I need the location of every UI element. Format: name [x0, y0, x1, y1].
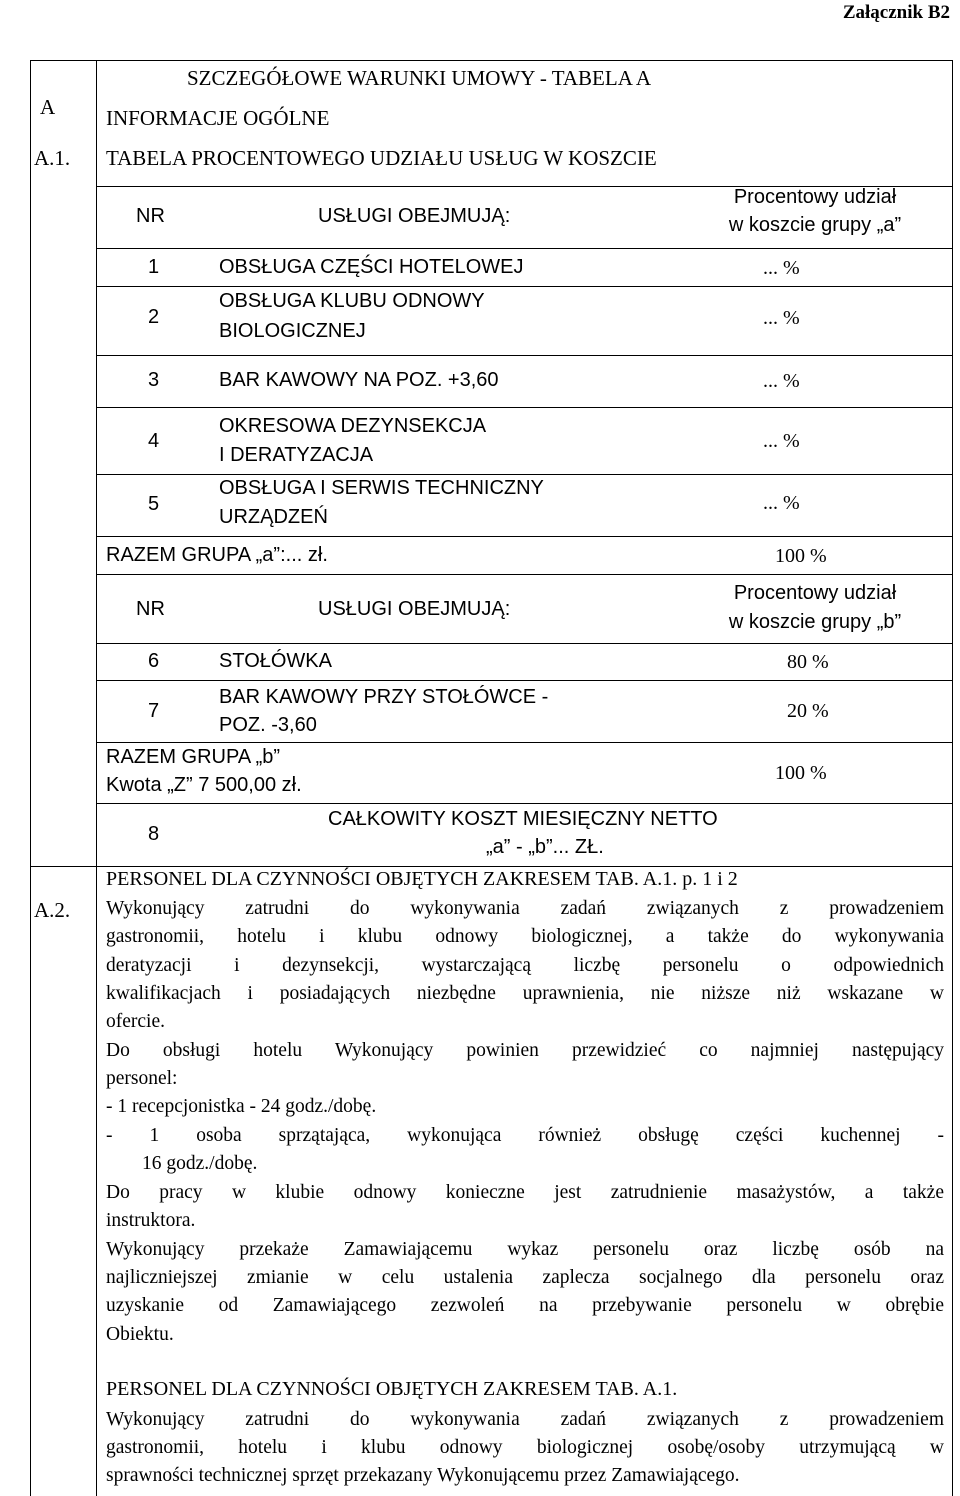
table-b-line [96, 742, 952, 743]
paragraph-line: personel: [106, 1068, 178, 1089]
table-a-total-share: 100 % [775, 545, 827, 567]
table-a-line [96, 536, 952, 537]
table-a-row-nr: 4 [148, 430, 160, 452]
table-a-row-share: ... % [763, 492, 800, 514]
paragraph-line: kwalifikacjach i posiadających niezbędne uprawnienia, nie niższe niż wskazane w [106, 983, 944, 1004]
table-a-row-service: OBSŁUGA CZĘŚCI HOTELOWEJ [219, 256, 524, 278]
table-b-total-share: 100 % [775, 762, 827, 784]
paragraph-line: Obiektu. [106, 1324, 174, 1345]
paragraph-line: sprawności technicznej sprzęt przekazany Wykonującemu przez Zamawiającego. [106, 1465, 740, 1486]
bullet-item: - 1 recepcjonistka - 24 godz./dobę. [106, 1096, 377, 1117]
table-a-row-nr: 2 [148, 306, 160, 328]
table-b-col-nr: NR [136, 598, 165, 620]
paragraph-line: Do pracy w klubie odnowy konieczne jest zatrudnienie masażystów, a także [106, 1182, 944, 1203]
paragraph-line: ofercie. [106, 1011, 165, 1032]
table-b-row-service: STOŁÓWKA [219, 650, 332, 672]
section-code-a2: A.2. [34, 898, 71, 922]
bullet-item-continuation: 16 godz./dobę. [142, 1153, 258, 1174]
section-a2-heading: PERSONEL DLA CZYNNOŚCI OBJĘTYCH ZAKRESEM TAB. A.1. p. 1 i 2 [106, 868, 738, 890]
table-title: TABELA PROCENTOWEGO UDZIAŁU USŁUG W KOSZCIE [106, 146, 657, 170]
table-b-total-line2: Kwota „Z” 7 500,00 zł. [106, 774, 302, 796]
table-a-line [96, 248, 952, 249]
paragraph-line: Wykonujący zatrudni do wykonywania zadań związanych z prowadzeniem [106, 1409, 944, 1430]
table-a-row-share: ... % [763, 307, 800, 329]
table-a-line [96, 574, 952, 575]
table-a-row-share: ... % [763, 430, 800, 452]
frame-left-border [30, 60, 31, 1496]
table-b-total-line1: RAZEM GRUPA „b” [106, 746, 281, 768]
frame-right-border [952, 60, 953, 1496]
table-a-line [96, 474, 952, 475]
annex-label: Załącznik B2 [842, 2, 950, 23]
section-a2-heading-2: PERSONEL DLA CZYNNOŚCI OBJĘTYCH ZAKRESEM TAB. A.1. [106, 1378, 678, 1400]
document-subtitle: INFORMACJE OGÓLNE [106, 106, 330, 130]
table-b-row8-nr: 8 [148, 823, 160, 845]
section-code-a1: A.1. [34, 146, 71, 170]
table-b-line [96, 643, 952, 644]
table-a-row-service: URZĄDZEŃ [219, 506, 328, 528]
table-b-row-nr: 7 [148, 700, 160, 722]
table-b-row-share: 20 % [787, 700, 829, 722]
table-b-col-services: USŁUGI OBEJMUJĄ: [318, 598, 511, 620]
table-b-row-service: POZ. -3,60 [219, 714, 317, 736]
table-a-col-share-line2: w koszcie grupy „a” [728, 214, 902, 236]
table-a-row-nr: 3 [148, 369, 160, 391]
paragraph-line: Wykonujący przekaże Zamawiającemu wykaz personelu oraz liczbę osób na [106, 1239, 944, 1260]
table-a-col-services: USŁUGI OBEJMUJĄ: [318, 205, 511, 227]
code-column-section-divider [30, 866, 96, 867]
table-a-col-share-line1: Procentowy udział [733, 186, 897, 208]
table-b-col-share-line1: Procentowy udział [733, 582, 897, 604]
table-a-row-share: ... % [763, 257, 800, 279]
paragraph-line: gastronomii, hotelu i klubu odnowy biologicznej osobę/osoby utrzymującą w [106, 1437, 944, 1458]
table-b-row-nr: 6 [148, 650, 160, 672]
paragraph-line: deratyzacji i dezynsekcji, wystarczającą liczbę personelu o odpowiednich [106, 955, 944, 976]
table-a-row-service: BIOLOGICZNEJ [219, 320, 366, 342]
table-a-line [96, 355, 952, 356]
table-a-row-service: OKRESOWA DEZYNSEKCJA [219, 415, 487, 437]
table-b-col-share-line2: w koszcie grupy „b” [728, 611, 902, 633]
table-a-row-service: OBSŁUGA KLUBU ODNOWY [219, 290, 485, 312]
table-a-line [96, 286, 952, 287]
paragraph-line: Do obsługi hotelu Wykonujący powinien przewidzieć co najmniej następujący [106, 1040, 944, 1061]
frame-top-border [30, 60, 952, 61]
table-a-total-label: RAZEM GRUPA „a”:... zł. [106, 544, 328, 566]
table-a-line [96, 407, 952, 408]
table-a-row-service: BAR KAWOWY NA POZ. +3,60 [219, 369, 499, 391]
bullet-item: - 1 osoba sprzątająca, wykonująca również obsługę części kuchennej - [106, 1125, 944, 1146]
frame-code-column-divider [96, 60, 97, 1496]
table-a-row-nr: 5 [148, 493, 160, 515]
table-b-row8-line2: „a” - „b”... ZŁ. [486, 836, 604, 858]
table-b-line [96, 866, 952, 867]
table-a-row-nr: 1 [148, 256, 160, 278]
paragraph-line: Wykonujący zatrudni do wykonywania zadań związanych z prowadzeniem [106, 898, 944, 919]
table-b-row-share: 80 % [787, 651, 829, 673]
table-a-row-service: OBSŁUGA I SERWIS TECHNICZNY [219, 477, 544, 499]
paragraph-line: instruktora. [106, 1210, 196, 1231]
table-a-row-service: I DERATYZACJA [219, 444, 374, 466]
table-b-row-service: BAR KAWOWY PRZY STOŁÓWCE - [219, 686, 549, 708]
table-b-row8-line1: CAŁKOWITY KOSZT MIESIĘCZNY NETTO [328, 808, 718, 830]
paragraph-line: najliczniejszej zmianie w celu ustalenia zaplecza socjalnego dla personelu oraz [106, 1267, 944, 1288]
section-code-a: A [40, 95, 56, 119]
paragraph-line: gastronomii, hotelu i klubu odnowy biologicznej, a także do wykonywania [106, 926, 944, 947]
table-a-row-share: ... % [763, 370, 800, 392]
table-a-col-nr: NR [136, 205, 165, 227]
table-b-line [96, 680, 952, 681]
document-title: SZCZEGÓŁOWE WARUNKI UMOWY - TABELA A [187, 66, 651, 90]
table-b-line [96, 803, 952, 804]
paragraph-line: uzyskanie od Zamawiającego zezwoleń na przebywanie personelu w obrębie [106, 1295, 944, 1316]
